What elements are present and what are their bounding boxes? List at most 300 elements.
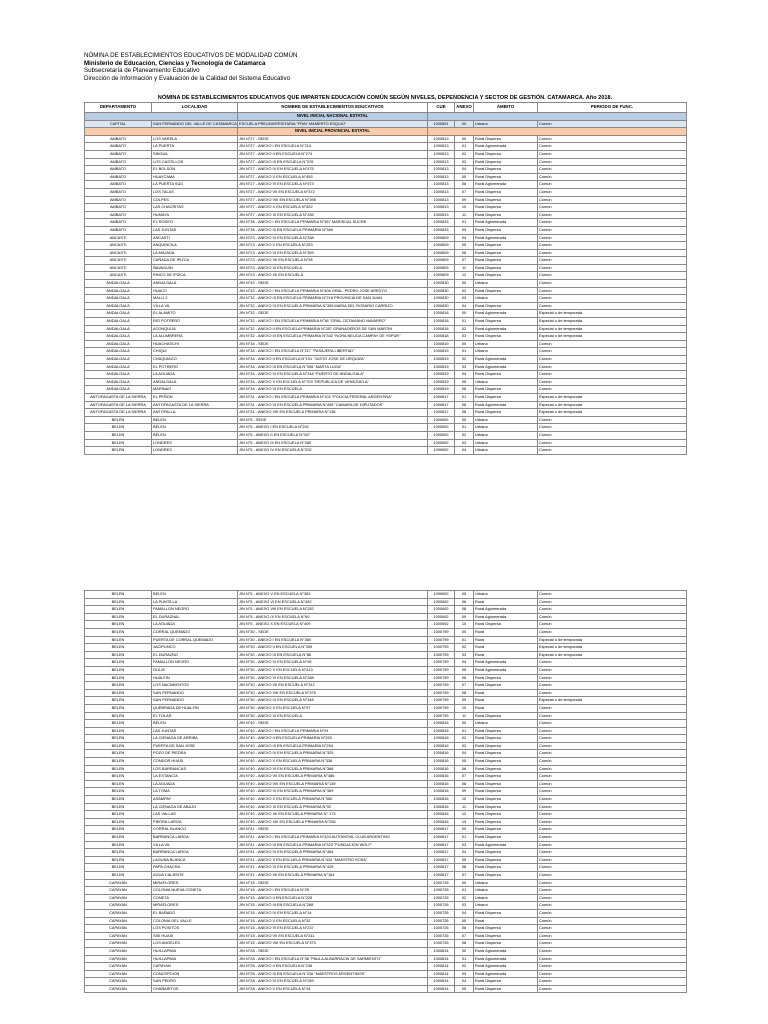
table-row	[85, 363, 687, 371]
cell-anexo: 10	[455, 704, 474, 712]
cell-periodo: Común	[538, 158, 687, 166]
cell-departamento: BELEN	[85, 727, 152, 735]
cell-departamento: BELEN	[85, 598, 152, 606]
header-ministry: Ministerio de Educación, Ciencias y Tecnología de Catamarca	[84, 59, 266, 67]
cell-cue: 1000816	[428, 758, 455, 766]
cell-anexo: 05	[455, 378, 474, 386]
cell-localidad: ANQUINCILA	[152, 242, 238, 250]
document-title: NÓMINA DE ESTABLECIMIENTOS EDUCATIVOS QUE IMPARTEN EDUCACIÓN COMÚN SEGÚN NIVELES, DEPENDENCIA Y SECTOR DE GESTIÓN. CATAMARCA. Año 2018.	[157, 95, 613, 101]
cell-cue: 1000799	[428, 704, 455, 712]
cell-anexo: 06	[455, 181, 474, 189]
cell-ambito: Rural Dispersa	[474, 932, 538, 940]
cell-ambito: Urbano	[474, 431, 538, 439]
cell-nombre: JIN N°30 - ANEXO II EN ESCUELA N°359	[238, 644, 428, 652]
cell-nombre: JIN N°40 - ANEXO XIII EN ESCUELA PRIMARIA N°255	[238, 818, 428, 826]
document-header	[84, 52, 298, 82]
cell-departamento: AMBATO	[85, 181, 152, 189]
cell-cue: 1000814	[428, 955, 455, 963]
cell-ambito: Rural Dispersa	[474, 158, 538, 166]
cell-cue: 1000816	[428, 720, 455, 728]
cell-nombre: JIN N°27 - ANEXO V EN ESCUELA N°455	[238, 173, 428, 181]
cell-localidad: LA PUERTA SUD	[152, 181, 238, 189]
cell-nombre: JIN N°32 - ANEXO IV EN ESCUELA PRIMARIA N°305 MARIA DEL ROSARIO CARRIZO	[238, 302, 428, 310]
cell-periodo: Común	[538, 211, 687, 219]
col-header-departamento: DEPARTAMENTO	[85, 103, 152, 113]
cell-departamento: ANDALGALA	[85, 340, 152, 348]
cell-anexo: 07	[455, 682, 474, 690]
cell-cue: 1000816	[428, 818, 455, 826]
cell-periodo: Común	[538, 834, 687, 842]
cell-localidad: SAN FERNANDO DEL VALLE DE CATAMARCA	[152, 120, 238, 128]
cell-departamento: BELEN	[85, 818, 152, 826]
cell-ambito: Rural Dispersa	[474, 257, 538, 265]
cell-anexo: 01	[455, 955, 474, 963]
cell-periodo: Común	[538, 887, 687, 895]
cell-localidad: EL BOLSON	[152, 166, 238, 174]
cell-ambito: Rural Aglomerada	[474, 841, 538, 849]
cell-anexo: 12	[455, 272, 474, 280]
cell-departamento: BELEN	[85, 780, 152, 788]
cell-nombre: JIN N°40 - ANEXO V EN ESCUELA PRIMARIA N°336	[238, 758, 428, 766]
cell-periodo: Común	[538, 348, 687, 356]
cell-ambito: Urbano	[474, 416, 538, 424]
cell-localidad: COLPES	[152, 196, 238, 204]
cell-departamento: ANCASTI	[85, 257, 152, 265]
cell-periodo: Común	[538, 280, 687, 288]
cell-cue: 1000816	[428, 742, 455, 750]
cell-cue: 1000816	[428, 727, 455, 735]
cell-departamento: AMBATO	[85, 204, 152, 212]
table-row	[85, 158, 687, 166]
cell-cue: 1000817	[428, 864, 455, 872]
cell-departamento: BELEN	[85, 788, 152, 796]
cell-ambito: Rural Dispersa	[474, 287, 538, 295]
cell-departamento: BELEN	[85, 773, 152, 781]
table-row	[85, 773, 687, 781]
cell-periodo: Común	[538, 295, 687, 303]
cell-ambito: Rural Dispersa	[474, 834, 538, 842]
cell-periodo: Común	[538, 796, 687, 804]
cell-anexo: 00	[455, 120, 474, 128]
cell-nombre: JIN N°27 - SEDE	[238, 135, 428, 143]
cell-cue: 1000816	[428, 796, 455, 804]
cell-departamento: BELEN	[85, 674, 152, 682]
section-band-provincial	[85, 128, 687, 136]
section-band-nacional	[85, 113, 687, 121]
cell-localidad: HUILLAPIMA	[152, 947, 238, 955]
cell-cue: 1000817	[428, 401, 455, 409]
cell-anexo: 06	[455, 386, 474, 394]
cell-ambito: Rural Dispersa	[474, 735, 538, 743]
cell-periodo: Común	[538, 788, 687, 796]
cell-anexo: 03	[455, 295, 474, 303]
cell-departamento: AMBATO	[85, 150, 152, 158]
cell-departamento: ANCASTI	[85, 234, 152, 242]
cell-cue: 1000817	[428, 841, 455, 849]
table-row	[85, 234, 687, 242]
cell-ambito: Rural Dispersa	[474, 985, 538, 993]
cell-nombre: JIN N°27 - ANEXO III EN ESCUELA N°376	[238, 158, 428, 166]
cell-cue: 1000799	[428, 636, 455, 644]
table-row	[85, 409, 687, 417]
cell-periodo: Especial o de temporada	[538, 697, 687, 705]
cell-localidad: LA AGUADA	[152, 621, 238, 629]
cell-cue: 1000817	[428, 849, 455, 857]
cell-departamento: ANCASTI	[85, 264, 152, 272]
cell-ambito: Urbano	[474, 378, 538, 386]
cell-localidad: LA AGUADA	[152, 371, 238, 379]
cell-periodo: Común	[538, 120, 687, 128]
cell-localidad: VILLA VIL	[152, 841, 238, 849]
cell-nombre: JIN N°30 - ANEXO VII EN ESCUELA N°312	[238, 682, 428, 690]
cell-localidad: CONETA	[152, 894, 238, 902]
cell-periodo: Común	[538, 712, 687, 720]
cell-anexo: 00	[455, 416, 474, 424]
cell-nombre: JIN N°5 - ANEXO IV EN ESCUELA N°202	[238, 447, 428, 455]
cell-departamento: ANDALGALA	[85, 310, 152, 318]
cell-cue: 1000692	[428, 591, 455, 599]
cell-cue: 1000726	[428, 909, 455, 917]
table-row	[85, 826, 687, 834]
cell-localidad: CAPAYAN	[152, 963, 238, 971]
cell-departamento: ANDALGALA	[85, 363, 152, 371]
cell-nombre: JIN N°28 - ANEXO IV EN ESCUELA N°289	[238, 978, 428, 986]
table-row	[85, 963, 687, 971]
cell-periodo: Común	[538, 780, 687, 788]
cell-departamento: CAPAYAN	[85, 985, 152, 993]
cell-localidad: ASAMPAY	[152, 796, 238, 804]
cell-nombre: JIN N°15 - ANEXO III EN ESCUELA N°288	[238, 902, 428, 910]
cell-departamento: BELEN	[85, 826, 152, 834]
cell-ambito: Rural Dispersa	[474, 811, 538, 819]
cell-anexo: 02	[455, 325, 474, 333]
table-row	[85, 849, 687, 857]
cell-cue: 1000819	[428, 371, 455, 379]
cell-anexo: 00	[455, 947, 474, 955]
cell-cue: 1000817	[428, 834, 455, 842]
cell-periodo: Común	[538, 682, 687, 690]
cell-anexo: 02	[455, 287, 474, 295]
table-row	[85, 909, 687, 917]
cell-cue: 1000813	[428, 188, 455, 196]
cell-anexo: 08	[455, 409, 474, 417]
cell-nombre: JIN N°40 - ANEXO VI EN ESCUELA PRIMARIA N°368	[238, 765, 428, 773]
cell-anexo: 09	[455, 196, 474, 204]
cell-anexo: 04	[455, 750, 474, 758]
cell-nombre: JIN N°41 - ANEXO VI EN ESCUELA PRIMARIA N°425	[238, 864, 428, 872]
cell-localidad: LA ESTANCIA	[152, 773, 238, 781]
cell-periodo: Común	[538, 356, 687, 364]
cell-nombre: JIN N°5 - SEDE	[238, 416, 428, 424]
cell-localidad: ANCASTI	[152, 234, 238, 242]
cell-periodo: Común	[538, 925, 687, 933]
cell-ambito: Rural Dispersa	[474, 173, 538, 181]
cell-nombre: JIN N°5 - ANEXO I EN ESCUELA N°201	[238, 424, 428, 432]
cell-cue: 1000817	[428, 409, 455, 417]
cell-ambito: Rural Dispersa	[474, 780, 538, 788]
cell-nombre: JIN N°34 - ANEXO II EN ESCUELA N°191 "JUSTO JOSE DE URQUIZA"	[238, 356, 428, 364]
cell-departamento: BELEN	[85, 606, 152, 614]
table-row	[85, 120, 687, 128]
cell-periodo: Común	[538, 363, 687, 371]
cell-cue: 1000726	[428, 925, 455, 933]
cell-ambito: Rural Aglomerada	[474, 401, 538, 409]
cell-localidad: COLONIA NUEVA CONETA	[152, 887, 238, 895]
cell-anexo: 03	[455, 158, 474, 166]
cell-anexo: 04	[455, 447, 474, 455]
cell-anexo: 04	[455, 371, 474, 379]
cell-anexo: 01	[455, 318, 474, 326]
cell-anexo: 06	[455, 401, 474, 409]
table-row	[85, 697, 687, 705]
cell-localidad: LAGUNA BLANCA	[152, 856, 238, 864]
cell-periodo: Común	[538, 947, 687, 955]
cell-localidad: LOS VARELA	[152, 135, 238, 143]
cell-ambito: Rural Aglomerada	[474, 363, 538, 371]
cell-nombre: JIN N°15 - ANEXO VIII EN ESCUELA N°373	[238, 940, 428, 948]
header-line-3: Subsecretaría de Planeamiento Educativo	[84, 67, 200, 75]
cell-departamento: CAPITAL	[85, 120, 152, 128]
cell-cue: 1000813	[428, 135, 455, 143]
cell-ambito: Rural Dispersa	[474, 803, 538, 811]
cell-anexo: 04	[455, 302, 474, 310]
cell-anexo: 04	[455, 849, 474, 857]
table-row	[85, 401, 687, 409]
cell-periodo: Especial o de temporada	[538, 636, 687, 644]
cell-periodo: Común	[538, 234, 687, 242]
cell-anexo: 03	[455, 333, 474, 341]
cell-cue: 1000813	[428, 173, 455, 181]
cell-cue: 1000830	[428, 287, 455, 295]
table-row	[85, 917, 687, 925]
cell-localidad: LA CIENAGA DE ARRIBA	[152, 735, 238, 743]
cell-ambito: Rural Dispersa	[474, 393, 538, 401]
cell-nombre: JIN N°40 - ANEXO X EN ESCUELA PRIMARIA N°360	[238, 796, 428, 804]
cell-localidad: EL POTRERO	[152, 363, 238, 371]
cell-periodo: Común	[538, 264, 687, 272]
cell-localidad: CHIQUI	[152, 348, 238, 356]
cell-departamento: ANDALGALA	[85, 287, 152, 295]
cell-ambito: Rural Dispersa	[474, 682, 538, 690]
cell-cue: 1000813	[428, 150, 455, 158]
cell-departamento: ANTOFAGASTA DE LA SIERRA	[85, 393, 152, 401]
cell-periodo: Común	[538, 135, 687, 143]
cell-nombre: JIN N°41 - SEDE	[238, 826, 428, 834]
cell-ambito: Rural Aglomerada	[474, 181, 538, 189]
cell-ambito: Rural	[474, 644, 538, 652]
cell-periodo: Común	[538, 621, 687, 629]
cell-periodo: Común	[538, 150, 687, 158]
cell-ambito: Rural Dispersa	[474, 674, 538, 682]
cell-departamento: BELEN	[85, 712, 152, 720]
cell-nombre: JIN N°40 - ANEXO II EN ESCUELA PRIMARIA N°253	[238, 735, 428, 743]
cell-periodo: Común	[538, 750, 687, 758]
cell-departamento: BELEN	[85, 849, 152, 857]
cell-periodo: Especial o de temporada	[538, 333, 687, 341]
cell-nombre: JIN N°15 - SEDE	[238, 879, 428, 887]
cell-localidad: MIRAFLORES	[152, 879, 238, 887]
schools-table-page-2	[84, 590, 687, 993]
cell-nombre: JIN N°40 - ANEXO IX EN ESCUELA PRIMARIA N°369	[238, 788, 428, 796]
cell-nombre: JIN N°40 - ANEXO IV EN ESCUELA PRIMARIA N°325	[238, 750, 428, 758]
table-row	[85, 211, 687, 219]
cell-departamento: ANCASTI	[85, 272, 152, 280]
cell-anexo: 13	[455, 818, 474, 826]
cell-localidad: LAS JUNTAS	[152, 727, 238, 735]
col-header-periodo: PERIODO DE FUNC.	[538, 103, 687, 113]
cell-departamento: BELEN	[85, 682, 152, 690]
cell-periodo: Común	[538, 826, 687, 834]
cell-departamento: BELEN	[85, 666, 152, 674]
cell-nombre: JIN N°34 - ANEXO V EN ESCUELA N°703 "REPUBLICA DE VENEZUELA"	[238, 378, 428, 386]
cell-nombre: JIN N°41 - ANEXO V EN ESCUELA PRIMARIA N°434 "MAESTRO SOSA"	[238, 856, 428, 864]
cell-ambito: Rural Dispersa	[474, 371, 538, 379]
cell-ambito: Rural Aglomerada	[474, 955, 538, 963]
cell-ambito: Rural Aglomerada	[474, 963, 538, 971]
cell-cue: 1000813	[428, 211, 455, 219]
cell-ambito: Rural Dispersa	[474, 826, 538, 834]
cell-departamento: AMBATO	[85, 226, 152, 234]
cell-localidad: EL PEÑON	[152, 393, 238, 401]
cell-periodo: Común	[538, 841, 687, 849]
cell-periodo: Común	[538, 196, 687, 204]
cell-anexo: 07	[455, 773, 474, 781]
cell-ambito: Rural Dispersa	[474, 204, 538, 212]
cell-ambito: Rural	[474, 697, 538, 705]
cell-anexo: 08	[455, 606, 474, 614]
cell-cue: 1000816	[428, 803, 455, 811]
cell-departamento: ANDALGALA	[85, 378, 152, 386]
cell-localidad: BELEN	[152, 720, 238, 728]
cell-periodo: Especial o de temporada	[538, 310, 687, 318]
cell-periodo: Común	[538, 864, 687, 872]
cell-anexo: 03	[455, 439, 474, 447]
cell-localidad: BELEN	[152, 416, 238, 424]
cell-periodo: Común	[538, 371, 687, 379]
cell-anexo: 04	[455, 978, 474, 986]
cell-nombre: JIN N°27 - ANEXO XI EN ESCUELA N°335	[238, 211, 428, 219]
cell-periodo: Común	[538, 143, 687, 151]
col-header-cue: CUE	[428, 103, 455, 113]
cell-anexo: 02	[455, 644, 474, 652]
cell-nombre: JIN N°32 - ANEXO III EN ESCUELA PRIMARIA N°218 PROVINCIA DE SAN JUAN	[238, 295, 428, 303]
cell-localidad: BELEN	[152, 431, 238, 439]
cell-periodo: Común	[538, 902, 687, 910]
cell-anexo: 05	[455, 242, 474, 250]
cell-departamento: ANDALGALA	[85, 325, 152, 333]
cell-anexo: 01	[455, 834, 474, 842]
cell-departamento: CAPAYAN	[85, 902, 152, 910]
cell-cue: 1000692	[428, 431, 455, 439]
cell-periodo: Común	[538, 978, 687, 986]
cell-periodo: Común	[538, 386, 687, 394]
table-row	[85, 735, 687, 743]
cell-nombre: JIN N°27 - ANEXO II EN ESCUELA N°274	[238, 150, 428, 158]
cell-departamento: AMBATO	[85, 188, 152, 196]
cell-periodo: Común	[538, 894, 687, 902]
page-2	[0, 590, 768, 1024]
table-row	[85, 765, 687, 773]
table-row	[85, 659, 687, 667]
cell-cue: 1000726	[428, 887, 455, 895]
table-row	[85, 333, 687, 341]
cell-ambito: Rural Dispersa	[474, 409, 538, 417]
table-row	[85, 879, 687, 887]
cell-localidad: CONCEPCION	[152, 970, 238, 978]
cell-localidad: CHAÑARITOS	[152, 985, 238, 993]
table-row	[85, 219, 687, 227]
table-row	[85, 378, 687, 386]
cell-cue: 1000817	[428, 826, 455, 834]
cell-departamento: BELEN	[85, 416, 152, 424]
cell-periodo: Especial o de temporada	[538, 393, 687, 401]
cell-departamento: BELEN	[85, 636, 152, 644]
cell-cue: 1000813	[428, 158, 455, 166]
cell-departamento: AMBATO	[85, 196, 152, 204]
table-row	[85, 955, 687, 963]
cell-anexo: 00	[455, 879, 474, 887]
cell-cue: 1000726	[428, 940, 455, 948]
cell-departamento: AMBATO	[85, 143, 152, 151]
cell-anexo: 04	[455, 909, 474, 917]
table-row	[85, 150, 687, 158]
cell-departamento: CAPAYAN	[85, 963, 152, 971]
cell-cue: 1000816	[428, 750, 455, 758]
cell-departamento: CAPAYAN	[85, 947, 152, 955]
table-row	[85, 651, 687, 659]
table-row	[85, 249, 687, 257]
cell-ambito: Urbano	[474, 591, 538, 599]
table-row	[85, 940, 687, 948]
cell-departamento: BELEN	[85, 621, 152, 629]
table-row	[85, 841, 687, 849]
table-row	[85, 166, 687, 174]
table-row	[85, 173, 687, 181]
cell-nombre: JIN N°27 - ANEXO VI EN ESCUELA N°573	[238, 181, 428, 189]
cell-departamento: BELEN	[85, 689, 152, 697]
table-row	[85, 644, 687, 652]
table-row	[85, 613, 687, 621]
cell-cue: 1000830	[428, 280, 455, 288]
cell-periodo: Común	[538, 720, 687, 728]
cell-cue: 1000692	[428, 424, 455, 432]
cell-ambito: Urbano	[474, 887, 538, 895]
cell-cue: 1000833	[428, 219, 455, 227]
table-row	[85, 181, 687, 189]
cell-anexo: 07	[455, 257, 474, 265]
cell-anexo: 10	[455, 204, 474, 212]
cell-ambito: Rural Dispersa	[474, 871, 538, 879]
cell-localidad: AGUA CALIENTE	[152, 871, 238, 879]
cell-nombre: JIN N°23 - ANEXO IV EN ESCUELA N°338	[238, 234, 428, 242]
cell-localidad: SAN FERNANDO	[152, 689, 238, 697]
table-row	[85, 636, 687, 644]
cell-ambito: Rural Aglomerada	[474, 143, 538, 151]
table-row	[85, 712, 687, 720]
cell-nombre: JIN N°32 - SEDE	[238, 280, 428, 288]
table-row	[85, 834, 687, 842]
cell-departamento: CAPAYAN	[85, 955, 152, 963]
cell-anexo: 03	[455, 902, 474, 910]
cell-nombre: JIN N°15 - ANEXO VI EN ESCUELA N°237	[238, 925, 428, 933]
cell-anexo: 09	[455, 697, 474, 705]
cell-ambito: Rural Aglomerada	[474, 325, 538, 333]
cell-cue: 1000809	[428, 264, 455, 272]
cell-localidad: EL TOLAR	[152, 712, 238, 720]
table-row	[85, 628, 687, 636]
cell-periodo: Común	[538, 287, 687, 295]
cell-anexo: 03	[455, 841, 474, 849]
